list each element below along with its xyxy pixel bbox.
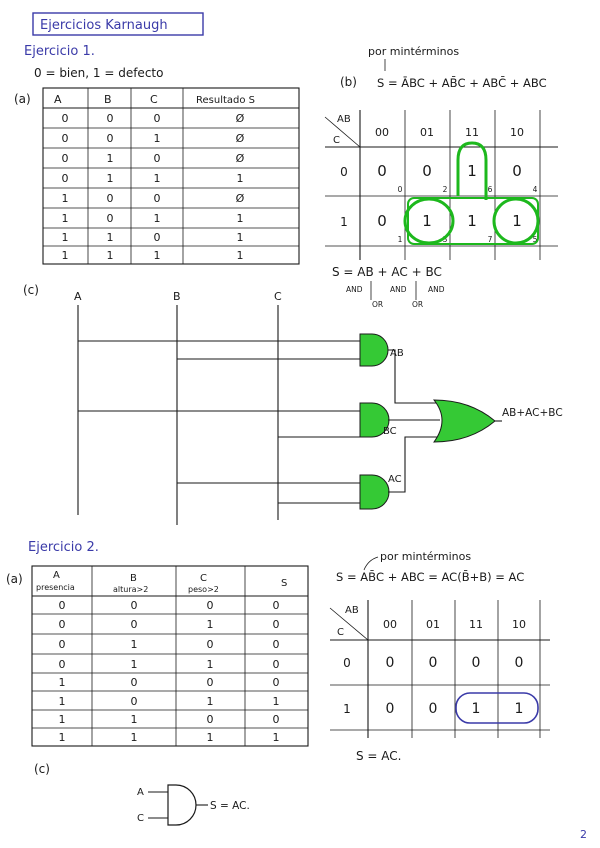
or-gate (434, 400, 495, 442)
ex2-table-cell: 0 (272, 713, 280, 726)
ex2-table-cell: 0 (130, 695, 138, 708)
ex2-kmap (330, 600, 550, 738)
ex1-kmap-cell: 0 (377, 162, 387, 180)
ex2-truth-table (32, 566, 308, 746)
ex1-kmap-index: 4 (532, 185, 538, 194)
ex1-kmap-cell: 0 (422, 162, 432, 180)
ex1-kmap-cell: 1 (512, 212, 522, 230)
ex2-table-cell: 1 (206, 658, 214, 671)
ex2-table-cell: 1 (206, 695, 214, 708)
ex1-kmap-corner-left: C (333, 135, 340, 146)
ex1-table-cell: 1 (236, 172, 244, 185)
ex2-table-cell: 0 (206, 676, 214, 689)
ex1-circuit (74, 290, 563, 525)
ex1-table-cell: 1 (153, 249, 161, 262)
ex2-part-a: (a) (6, 572, 23, 586)
ex1-kmap-index: 5 (532, 235, 538, 244)
and-gate-ac-label: AC (388, 474, 402, 485)
ex2-table-cell: 1 (206, 731, 214, 744)
circuit-input-a: A (74, 290, 82, 303)
ex1-minterm-caption: por mintérminos (368, 45, 460, 58)
ex1-kmap-cell: 0 (377, 212, 387, 230)
ex1-note-or-2: OR (412, 300, 424, 309)
ex2-table-cell: 1 (130, 638, 138, 651)
ex1-header-a: A (54, 93, 62, 106)
ex2-table-cell: 1 (272, 731, 280, 744)
ex1-table-cell: 0 (153, 192, 161, 205)
page-title: Ejercicios Karnaugh (40, 18, 168, 33)
ex1-kmap-col-label: 01 (420, 126, 434, 139)
ex1-header-c: C (150, 93, 158, 106)
ex2-table-cell: 1 (130, 731, 138, 744)
ex1-part-c: (c) (23, 283, 39, 297)
ex2-header-s: S (281, 578, 288, 589)
ex2-table-cell: 0 (58, 658, 66, 671)
ex1-table-cell: 1 (106, 231, 114, 244)
ex2-kmap-cell: 1 (471, 701, 481, 717)
ex1-note-and-2: AND (390, 285, 407, 294)
ex2-header-b-sub: altura>2 (113, 585, 149, 594)
ex2-table-cell: 0 (272, 658, 280, 671)
ex2-table-cell: 0 (58, 618, 66, 631)
ex1-kmap (325, 110, 558, 260)
ex2-kmap-cell: 0 (514, 655, 524, 671)
ex2-result: S = AC. (356, 749, 402, 763)
ex1-table-cell: 0 (61, 112, 69, 125)
ex1-table-cell: 1 (153, 172, 161, 185)
ex2-table-cell: 0 (130, 599, 138, 612)
ex1-table-cell: 0 (153, 112, 161, 125)
ex1-table-cell: 0 (61, 132, 69, 145)
or-gate-output: AB+AC+BC (502, 407, 563, 419)
ex1-table-cell: Ø (235, 132, 245, 145)
ex1-table-cell: 1 (61, 231, 69, 244)
ex2-kmap-row-label: 1 (343, 702, 351, 716)
ex1-kmap-cell: 1 (467, 212, 477, 230)
ex2-kmap-cell: 0 (471, 655, 481, 671)
ex1-truth-table (43, 88, 299, 264)
ex1-table-cell: Ø (235, 152, 245, 165)
ex1-kmap-cell: 1 (467, 162, 477, 180)
ex1-table-cell: 1 (61, 192, 69, 205)
ex1-result: S = AB + AC + BC (332, 265, 442, 279)
ex2-heading: Ejercicio 2. (28, 540, 99, 555)
ex2-kmap-group-ac (456, 693, 538, 723)
ex1-table-cell: 1 (106, 152, 114, 165)
ex2-table-cell: 1 (58, 731, 66, 744)
ex2-table-cell: 0 (272, 638, 280, 651)
ex2-table-cell: 1 (58, 676, 66, 689)
ex2-minterm-expr: S = AB̄C + ABC = AC(B̄+B) = AC (336, 570, 525, 584)
ex1-table-cell: 1 (61, 212, 69, 225)
ex1-table-cell: Ø (235, 192, 245, 205)
ex2-kmap-row-label: 0 (343, 656, 351, 670)
ex2-table-cell: 0 (272, 676, 280, 689)
ex2-table-cell: 0 (58, 638, 66, 651)
ex2-kmap-cell: 0 (428, 655, 438, 671)
ex1-kmap-index: 0 (397, 185, 403, 194)
ex1-note-or-1: OR (372, 300, 384, 309)
ex2-header-a: A (53, 570, 60, 581)
ex2-minterm-caption: por mintérminos (380, 550, 472, 563)
ex2-gate (137, 785, 250, 825)
ex1-note-and-1: AND (346, 285, 363, 294)
ex1-table-cell: 1 (106, 172, 114, 185)
ex1-table-cell: 0 (153, 152, 161, 165)
ex1-table-cell: 1 (153, 212, 161, 225)
ex1-note: 0 = bien, 1 = defecto (34, 66, 164, 80)
ex1-header-b: B (104, 93, 112, 106)
ex2-table-cell: 1 (58, 695, 66, 708)
circuit-input-b: B (173, 290, 181, 303)
ex1-table-cell: 0 (153, 231, 161, 244)
ex2-header-a-sub: presencia (36, 583, 75, 592)
ex1-part-b: (b) (340, 75, 357, 89)
ex1-kmap-corner-top: AB (337, 114, 351, 125)
ex1-table-cell: 1 (236, 212, 244, 225)
ex1-table-cell: 0 (106, 212, 114, 225)
ex1-header-s: Resultado S (196, 95, 256, 106)
ex2-table-cell: 0 (272, 618, 280, 631)
ex2-part-c: (c) (34, 762, 50, 776)
ex1-table-cell: 0 (106, 192, 114, 205)
and-gate-ab (360, 334, 388, 366)
ex2-table-cell: 0 (206, 713, 214, 726)
ex2-table-cell: 1 (58, 713, 66, 726)
ex2-table-cell: 0 (58, 599, 66, 612)
and-gate-ac (360, 475, 389, 509)
ex1-minterm-expr: S = ĀBC + AB̄C + ABC̄ + ABC (377, 76, 547, 90)
ex1-kmap-index: 3 (442, 235, 448, 244)
ex2-and-gate (168, 785, 196, 825)
ex1-table-cell: 1 (236, 231, 244, 244)
ex2-header-b: B (130, 573, 137, 584)
ex1-kmap-col-label: 00 (375, 126, 389, 139)
ex2-kmap-col-label: 10 (512, 618, 526, 631)
ex2-gate-output: S = AC. (210, 800, 250, 812)
ex1-note-and-3: AND (428, 285, 445, 294)
ex1-kmap-cell: 1 (422, 212, 432, 230)
ex2-table-cell: 1 (130, 713, 138, 726)
ex1-table-cell: 1 (106, 249, 114, 262)
ex2-gate-input-a: A (137, 787, 144, 798)
circuit-input-c: C (274, 290, 282, 303)
ex2-header-c: C (200, 573, 207, 584)
ex1-kmap-index: 6 (487, 185, 493, 194)
ex1-table-cell: 0 (106, 132, 114, 145)
ex1-kmap-row-label: 1 (340, 215, 348, 229)
ex2-table-cell: 1 (272, 695, 280, 708)
ex1-kmap-col-label: 11 (465, 126, 479, 139)
ex1-table-cell: 0 (61, 172, 69, 185)
ex1-kmap-col-label: 10 (510, 126, 524, 139)
ex2-kmap-col-label: 01 (426, 618, 440, 631)
ex2-gate-input-c: C (137, 813, 144, 824)
ex1-kmap-index: 7 (487, 235, 493, 244)
ex2-kmap-cell: 1 (514, 701, 524, 717)
ex1-table-cell: 0 (106, 112, 114, 125)
ex1-heading: Ejercicio 1. (24, 44, 95, 59)
ex2-table-cell: 1 (206, 618, 214, 631)
ex2-header-c-sub: peso>2 (188, 585, 219, 594)
ex2-table-cell: 0 (206, 638, 214, 651)
ex2-table-cell: 0 (130, 618, 138, 631)
ex1-kmap-index: 1 (397, 235, 403, 244)
ex2-table-cell: 0 (130, 676, 138, 689)
ex2-kmap-cell: 0 (385, 701, 395, 717)
and-gate-bc-label: BC (383, 426, 397, 437)
ex1-table-cell: Ø (235, 112, 245, 125)
ex1-table-cell: 1 (153, 132, 161, 145)
ex2-kmap-cell: 0 (385, 655, 395, 671)
ex1-table-cell: 1 (236, 249, 244, 262)
and-gate-ab-label: AB (390, 348, 404, 359)
ex2-kmap-corner-left: C (337, 627, 344, 638)
ex1-kmap-index: 2 (442, 185, 448, 194)
ex2-table-cell: 0 (272, 599, 280, 612)
ex2-table-cell: 0 (206, 599, 214, 612)
ex2-kmap-col-label: 00 (383, 618, 397, 631)
ex1-table-cell: 0 (61, 152, 69, 165)
ex1-part-a: (a) (14, 92, 31, 106)
ex2-kmap-col-label: 11 (469, 618, 483, 631)
page-number: 2 (580, 828, 587, 841)
ex2-table-cell: 1 (130, 658, 138, 671)
ex1-table-cell: 1 (61, 249, 69, 262)
ex2-kmap-corner-top: AB (345, 605, 359, 616)
ex2-kmap-cell: 0 (428, 701, 438, 717)
ex1-kmap-row-label: 0 (340, 165, 348, 179)
ex1-kmap-cell: 0 (512, 162, 522, 180)
